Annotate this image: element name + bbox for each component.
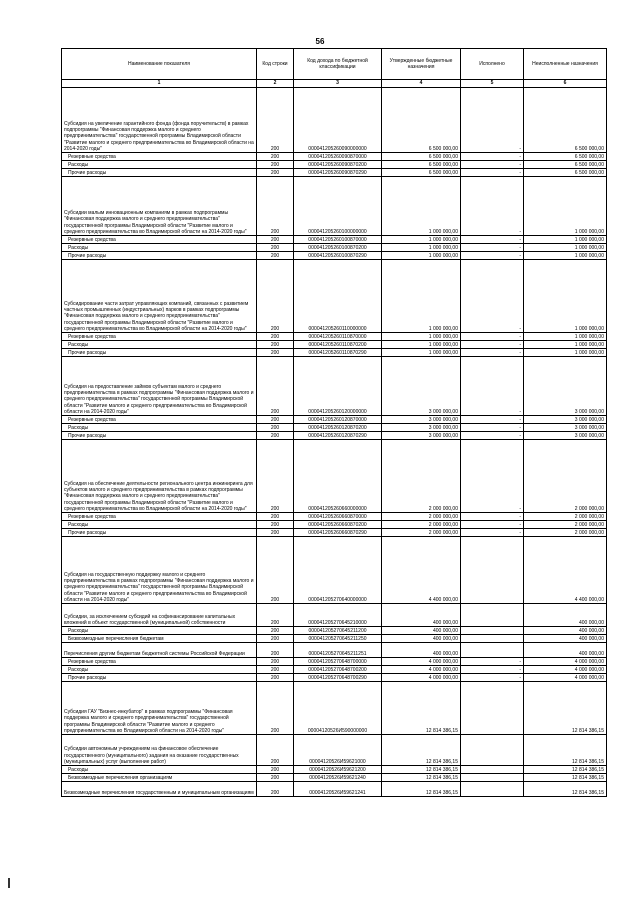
row-approved-amount: 1 000 000,00 [382, 333, 461, 341]
table-row [62, 177, 607, 236]
row-executed-amount: - [461, 357, 524, 416]
row-classification-code: 000041205270645211250 [294, 635, 382, 643]
row-name: Расходы [62, 627, 257, 635]
row-code: 200 [257, 635, 294, 643]
table-row [62, 658, 607, 666]
row-classification-code: 000041205270645211251 [294, 643, 382, 658]
row-classification-code: 000041205270648700000 [294, 658, 382, 666]
row-name: Перечисления другим бюджетам бюджетной системы Российской Федерации [62, 643, 257, 658]
row-classification-code: 000041205260100000000 [294, 177, 382, 236]
row-classification-code: 000041205260120870290 [294, 432, 382, 440]
row-unexecuted-amount: 3 000 000,00 [524, 432, 607, 440]
row-unexecuted-amount: 4 000 000,00 [524, 658, 607, 666]
row-unexecuted-amount: 1 000 000,00 [524, 341, 607, 349]
row-unexecuted-amount: 1 000 000,00 [524, 252, 607, 260]
row-code: 200 [257, 357, 294, 416]
table-row [62, 349, 607, 357]
row-code: 200 [257, 244, 294, 252]
row-classification-code: 000041205260120870200 [294, 424, 382, 432]
header-approved: Утвержденные бюджетные назначения [382, 49, 461, 80]
row-unexecuted-amount: 3 000 000,00 [524, 416, 607, 424]
row-code: 200 [257, 424, 294, 432]
row-unexecuted-amount: 6 500 000,00 [524, 161, 607, 169]
table-row [62, 537, 607, 604]
row-name: Прочие расходы [62, 432, 257, 440]
row-code: 200 [257, 260, 294, 333]
row-approved-amount: 1 000 000,00 [382, 260, 461, 333]
row-unexecuted-amount: 1 000 000,00 [524, 333, 607, 341]
table-header-row [62, 49, 607, 80]
row-unexecuted-amount: 1 000 000,00 [524, 244, 607, 252]
row-unexecuted-amount: 400 000,00 [524, 604, 607, 627]
row-executed-amount [461, 774, 524, 782]
row-unexecuted-amount: 4 000 000,00 [524, 666, 607, 674]
row-unexecuted-amount: 400 000,00 [524, 635, 607, 643]
row-approved-amount: 1 000 000,00 [382, 244, 461, 252]
row-classification-code: 000041205260100870200 [294, 244, 382, 252]
row-classification-code: 000041205260100870290 [294, 252, 382, 260]
row-code: 200 [257, 529, 294, 537]
header-code: Код строки [257, 49, 294, 80]
row-code: 200 [257, 161, 294, 169]
row-code: 200 [257, 153, 294, 161]
row-classification-code: 000041205270645211200 [294, 627, 382, 635]
row-executed-amount: - [461, 169, 524, 177]
row-executed-amount: - [461, 416, 524, 424]
table-row [62, 643, 607, 658]
row-code: 200 [257, 521, 294, 529]
row-name: Резервные средства [62, 333, 257, 341]
row-name: Субсидии автономным учреждениям на финансовое обеспечение государственного (муниципального) задания на оказание государственных (муниципальных) услуг (выполнение работ) [62, 735, 257, 766]
row-executed-amount [461, 682, 524, 735]
row-approved-amount: 4 000 000,00 [382, 674, 461, 682]
table-row [62, 169, 607, 177]
table-row [62, 244, 607, 252]
row-executed-amount: - [461, 424, 524, 432]
row-executed-amount: - [461, 432, 524, 440]
row-code: 200 [257, 537, 294, 604]
row-executed-amount [461, 537, 524, 604]
row-approved-amount: 1 000 000,00 [382, 236, 461, 244]
row-code: 200 [257, 432, 294, 440]
row-approved-amount: 1 000 000,00 [382, 177, 461, 236]
table-row [62, 529, 607, 537]
row-approved-amount: 3 000 000,00 [382, 416, 461, 424]
row-approved-amount: 3 000 000,00 [382, 432, 461, 440]
row-name: Безвозмездные перечисления бюджетам [62, 635, 257, 643]
row-executed-amount: - [461, 244, 524, 252]
row-approved-amount: 6 500 000,00 [382, 161, 461, 169]
row-classification-code: 000041205270648700290 [294, 674, 382, 682]
row-name: Безвозмездные перечисления государственным и муниципальным организациям [62, 782, 257, 797]
table-row [62, 682, 607, 735]
row-classification-code: 00004120526И590000000 [294, 682, 382, 735]
col-number: 2 [257, 80, 294, 88]
table-row [62, 432, 607, 440]
table-row [62, 357, 607, 416]
row-name: Субсидирование части затрат управляющих компаний, связанных с развитием частных промышленных (индустриальных) парков в рамках подпрограммы "Финансовая поддержка малого и среднего предпринимательства" государственной программы Владимирской области "Развитие малого и среднего предпринимательства во Владимирской области на 2014-2020 годы" [62, 260, 257, 333]
row-approved-amount: 400 000,00 [382, 604, 461, 627]
table-row [62, 513, 607, 521]
row-code: 200 [257, 774, 294, 782]
row-classification-code: 000041205270648700200 [294, 666, 382, 674]
row-executed-amount [461, 604, 524, 627]
row-unexecuted-amount: 1 000 000,00 [524, 349, 607, 357]
table-row [62, 252, 607, 260]
row-code: 200 [257, 627, 294, 635]
table-row [62, 782, 607, 797]
row-executed-amount: - [461, 161, 524, 169]
row-executed-amount: - [461, 513, 524, 521]
row-code: 200 [257, 169, 294, 177]
col-number: 6 [524, 80, 607, 88]
row-name: Расходы [62, 161, 257, 169]
table-row [62, 440, 607, 513]
row-approved-amount: 12 814 386,15 [382, 735, 461, 766]
row-approved-amount: 3 000 000,00 [382, 424, 461, 432]
table-row [62, 424, 607, 432]
row-code: 200 [257, 341, 294, 349]
row-name: Субсидия на увеличение гарантийного фонда (фонда поручительств) в рамках подпрограммы "Финансовая поддержка малого и среднего предпринимательства" государственной программы Владимирской области "Развитие малого и среднего предпринимательства во Владимирской области на 2014-2020 годы" [62, 88, 257, 153]
page-number: 56 [315, 37, 325, 46]
row-executed-amount [461, 635, 524, 643]
row-unexecuted-amount: 2 000 000,00 [524, 440, 607, 513]
row-classification-code: 000041205260110870000 [294, 333, 382, 341]
row-classification-code: 000041205270645210000 [294, 604, 382, 627]
row-approved-amount: 12 814 386,15 [382, 774, 461, 782]
row-name: Прочие расходы [62, 674, 257, 682]
row-code: 200 [257, 333, 294, 341]
row-classification-code: 000041205260090870200 [294, 161, 382, 169]
row-classification-code: 000041205260660870290 [294, 529, 382, 537]
row-unexecuted-amount: 6 500 000,00 [524, 153, 607, 161]
row-name: Расходы [62, 244, 257, 252]
row-code: 200 [257, 513, 294, 521]
table-row [62, 627, 607, 635]
row-classification-code: 000041205260660870000 [294, 513, 382, 521]
row-unexecuted-amount: 12 814 386,15 [524, 766, 607, 774]
row-approved-amount: 6 500 000,00 [382, 88, 461, 153]
header-classification: Код дохода по бюджетной классификации [294, 49, 382, 80]
table-row [62, 766, 607, 774]
row-classification-code: 00004120526И59621241 [294, 782, 382, 797]
table-row [62, 153, 607, 161]
table-row [62, 521, 607, 529]
row-approved-amount: 2 000 000,00 [382, 521, 461, 529]
budget-execution-table [61, 48, 607, 797]
row-unexecuted-amount: 4 400 000,00 [524, 537, 607, 604]
row-executed-amount: - [461, 252, 524, 260]
row-name: Резервные средства [62, 658, 257, 666]
row-executed-amount [461, 643, 524, 658]
row-executed-amount [461, 735, 524, 766]
row-unexecuted-amount: 6 500 000,00 [524, 88, 607, 153]
row-classification-code: 00004120526И59621200 [294, 766, 382, 774]
table-row [62, 774, 607, 782]
table-row [62, 88, 607, 153]
row-approved-amount: 4 000 000,00 [382, 666, 461, 674]
row-executed-amount: - [461, 658, 524, 666]
scan-mark [8, 878, 10, 888]
row-code: 200 [257, 735, 294, 766]
row-classification-code: 000041205260660870200 [294, 521, 382, 529]
header-unexecuted: Неисполненные назначения [524, 49, 607, 80]
row-executed-amount: - [461, 529, 524, 537]
row-executed-amount [461, 627, 524, 635]
row-classification-code: 000041205260090000000 [294, 88, 382, 153]
table-row [62, 333, 607, 341]
row-code: 200 [257, 658, 294, 666]
row-approved-amount: 4 000 000,00 [382, 658, 461, 666]
row-code: 200 [257, 440, 294, 513]
col-number: 1 [62, 80, 257, 88]
row-unexecuted-amount: 400 000,00 [524, 643, 607, 658]
row-name: Субсидия ГАУ "Бизнес-инкубатор" в рамках подпрограммы "Финансовая поддержка малого и среднего предпринимательства" государственной программы Владимирской области "Развитие малого и среднего предпринимательства во Владимирской области на 2014-2020 годы" [62, 682, 257, 735]
table-row [62, 161, 607, 169]
row-name: Субсидии, за исключением субсидий на софинансирование капитальных вложений в объект государственной (муниципальной) собственности [62, 604, 257, 627]
row-executed-amount: - [461, 153, 524, 161]
row-unexecuted-amount: 400 000,00 [524, 627, 607, 635]
row-executed-amount: - [461, 88, 524, 153]
row-approved-amount: 1 000 000,00 [382, 252, 461, 260]
row-classification-code: 00004120526И59621000 [294, 735, 382, 766]
row-classification-code: 000041205260120870000 [294, 416, 382, 424]
row-approved-amount: 6 500 000,00 [382, 169, 461, 177]
table-body [62, 88, 607, 797]
table-row [62, 635, 607, 643]
col-number: 3 [294, 80, 382, 88]
table-row [62, 260, 607, 333]
row-name: Субсидии малым инновационным компаниям в рамках подпрограммы "Финансовая поддержка малого и среднего предпринимательства" государственной программы Владимирской области "Развитие малого и среднего предпринимательства во Владимирской области на 2014-2020 годы" [62, 177, 257, 236]
header-name: Наименование показателя [62, 49, 257, 80]
row-approved-amount: 12 814 386,15 [382, 766, 461, 774]
row-unexecuted-amount: 12 814 386,15 [524, 682, 607, 735]
row-name: Прочие расходы [62, 252, 257, 260]
row-executed-amount: - [461, 341, 524, 349]
row-classification-code: 000041205260100870000 [294, 236, 382, 244]
row-approved-amount: 6 500 000,00 [382, 153, 461, 161]
table-row [62, 416, 607, 424]
row-code: 200 [257, 252, 294, 260]
col-number: 5 [461, 80, 524, 88]
row-approved-amount: 1 000 000,00 [382, 341, 461, 349]
row-code: 200 [257, 682, 294, 735]
row-approved-amount: 1 000 000,00 [382, 349, 461, 357]
row-classification-code: 000041205260110000000 [294, 260, 382, 333]
col-number: 4 [382, 80, 461, 88]
row-code: 200 [257, 416, 294, 424]
table-row [62, 674, 607, 682]
row-name: Расходы [62, 766, 257, 774]
row-unexecuted-amount: 1 000 000,00 [524, 260, 607, 333]
row-name: Прочие расходы [62, 169, 257, 177]
row-name: Резервные средства [62, 416, 257, 424]
row-code: 200 [257, 236, 294, 244]
row-name: Прочие расходы [62, 349, 257, 357]
row-executed-amount [461, 766, 524, 774]
row-unexecuted-amount: 1 000 000,00 [524, 236, 607, 244]
header-executed: Исполнено [461, 49, 524, 80]
row-name: Расходы [62, 521, 257, 529]
row-executed-amount [461, 782, 524, 797]
row-name: Резервные средства [62, 153, 257, 161]
row-approved-amount: 12 814 386,15 [382, 682, 461, 735]
table-row [62, 236, 607, 244]
row-classification-code: 000041205260090870000 [294, 153, 382, 161]
row-classification-code: 000041205260110870290 [294, 349, 382, 357]
row-name: Резервные средства [62, 236, 257, 244]
row-name: Расходы [62, 341, 257, 349]
row-name: Расходы [62, 666, 257, 674]
row-unexecuted-amount: 1 000 000,00 [524, 177, 607, 236]
row-code: 200 [257, 766, 294, 774]
table-row [62, 341, 607, 349]
row-approved-amount: 400 000,00 [382, 635, 461, 643]
row-approved-amount: 4 400 000,00 [382, 537, 461, 604]
row-unexecuted-amount: 3 000 000,00 [524, 357, 607, 416]
row-code: 200 [257, 177, 294, 236]
row-code: 200 [257, 643, 294, 658]
row-unexecuted-amount: 6 500 000,00 [524, 169, 607, 177]
row-code: 200 [257, 349, 294, 357]
row-classification-code: 000041205260120000000 [294, 357, 382, 416]
row-executed-amount: - [461, 236, 524, 244]
row-classification-code: 000041205270640000000 [294, 537, 382, 604]
row-executed-amount: - [461, 521, 524, 529]
row-approved-amount: 12 814 386,15 [382, 782, 461, 797]
row-approved-amount: 400 000,00 [382, 627, 461, 635]
column-number-row [62, 80, 607, 88]
table-row [62, 604, 607, 627]
row-name: Прочие расходы [62, 529, 257, 537]
row-unexecuted-amount: 2 000 000,00 [524, 513, 607, 521]
row-executed-amount: - [461, 674, 524, 682]
table-row [62, 666, 607, 674]
row-code: 200 [257, 88, 294, 153]
row-unexecuted-amount: 3 000 000,00 [524, 424, 607, 432]
row-name: Расходы [62, 424, 257, 432]
row-executed-amount: - [461, 440, 524, 513]
row-code: 200 [257, 782, 294, 797]
row-unexecuted-amount: 12 814 386,15 [524, 774, 607, 782]
row-approved-amount: 2 000 000,00 [382, 529, 461, 537]
row-name: Безвозмездные перечисления организациям [62, 774, 257, 782]
row-executed-amount: - [461, 666, 524, 674]
row-unexecuted-amount: 12 814 386,15 [524, 782, 607, 797]
row-classification-code: 00004120526И59621240 [294, 774, 382, 782]
row-approved-amount: 3 000 000,00 [382, 357, 461, 416]
row-unexecuted-amount: 2 000 000,00 [524, 529, 607, 537]
row-approved-amount: 2 000 000,00 [382, 513, 461, 521]
row-code: 200 [257, 604, 294, 627]
row-name: Субсидия на обеспечение деятельности регионального центра инжиниринга для субъектов малого и среднего предпринимательства в рамках подпрограммы "Финансовая поддержка малого и среднего предпринимательства" государственной программы Владимирской области "Развитие малого и среднего предпринимательства во Владимирской области на 2014-2020 годы" [62, 440, 257, 513]
row-classification-code: 000041205260660000000 [294, 440, 382, 513]
row-unexecuted-amount: 2 000 000,00 [524, 521, 607, 529]
row-executed-amount: - [461, 177, 524, 236]
row-approved-amount: 2 000 000,00 [382, 440, 461, 513]
row-classification-code: 000041205260110870200 [294, 341, 382, 349]
row-code: 200 [257, 674, 294, 682]
row-classification-code: 000041205260090870290 [294, 169, 382, 177]
row-name: Резервные средства [62, 513, 257, 521]
row-name: Субсидия на предоставление займов субъектам малого и среднего предпринимательства в рамках подпрограммы "Финансовая поддержка малого и среднего предпринимательства" государственной программы Владимирской области "Развитие малого и среднего предпринимательства во Владимирской области на 2014-2020 годы" [62, 357, 257, 416]
row-unexecuted-amount: 12 814 386,15 [524, 735, 607, 766]
row-unexecuted-amount: 4 000 000,00 [524, 674, 607, 682]
row-approved-amount: 400 000,00 [382, 643, 461, 658]
row-executed-amount: - [461, 349, 524, 357]
table-row [62, 735, 607, 766]
row-executed-amount: - [461, 333, 524, 341]
row-code: 200 [257, 666, 294, 674]
row-name: Субсидия на государственную поддержку малого и среднего предпринимательства в рамках подпрограммы "Финансовая поддержка малого и среднего предпринимательства" государственной программы Владимирской области "Развитие малого и среднего предпринимательства во Владимирской области на 2014-2020 годы" [62, 537, 257, 604]
row-executed-amount: - [461, 260, 524, 333]
